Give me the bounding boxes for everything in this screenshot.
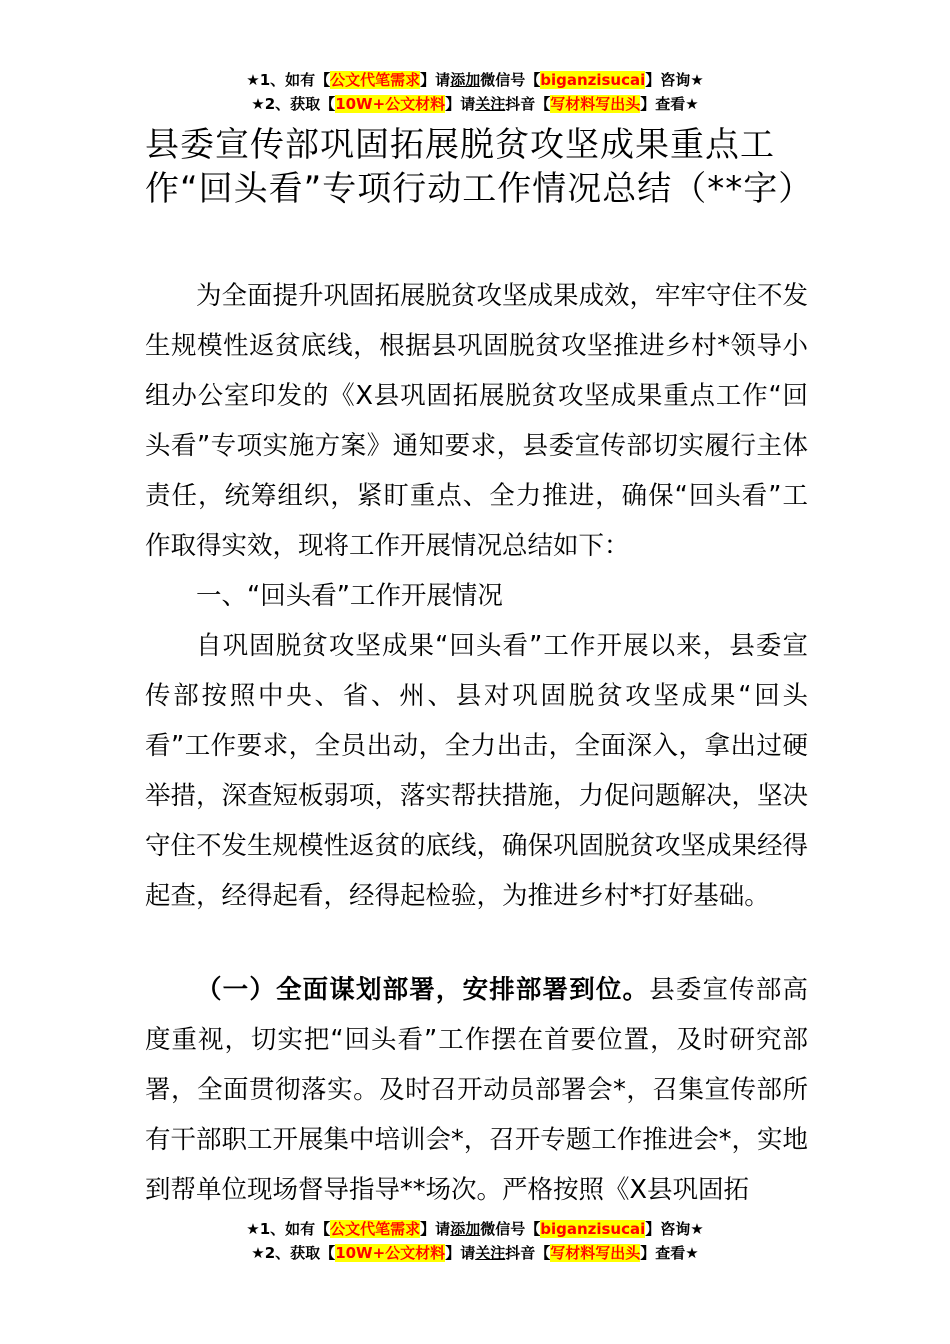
promo-underlined: 关注 — [475, 95, 506, 113]
promo-line-2-top — [0, 93, 950, 115]
section-paragraph: 自巩固脱贫攻坚成果“回头看”工作开展以来，县委宣传部按照中央、省、州、县对巩固脱贫攻坚成果“回头看”工作要求，全员出动，全力出击，全面深入，拿出过硬举措，深查短板弱项，落实帮扶措施，力促问题解决，坚决守住不发生规模性返贫的底线，确保巩固脱贫攻坚成果经得起查，经得起看，经得起检验，为推进乡村*打好基础。 — [145, 631, 809, 911]
promo-highlight: 写材料写出头 — [550, 95, 641, 113]
subsection-text: 县委宣传部高度重视，切实把“回头看”工作摆在首要位置，及时研究部署，全面贯彻落实。及时召开动员部署会*，召集宣传部所有干部职工开展集中培训会*，召开专题工作推进会*，实地到帮单位现场督导指导**场次。严格按照《X县巩固拓 — [145, 975, 809, 1205]
promo-line-2-bottom — [0, 1242, 950, 1264]
promo-text: 】请 — [420, 1220, 451, 1238]
promo-highlight: 10W+公文材料 — [335, 1244, 446, 1262]
promo-text: ★1、如有【 — [246, 71, 331, 89]
document-title: 县委宣传部巩固拓展脱贫攻坚成果重点工作“回头看”专项行动工作情况总结（**字） — [145, 125, 814, 209]
promo-highlight: biganzisucai — [540, 71, 646, 89]
intro-paragraph: 为全面提升巩固拓展脱贫攻坚成果成效，牢牢守住不发生规模性返贫底线，根据县巩固脱贫攻坚推进乡村*领导小组办公室印发的《X县巩固拓展脱贫攻坚成果重点工作“回头看”专项实施方案》通知要求，县委宣传部切实履行主体责任，统筹组织，紧盯重点、全力推进，确保“回头看”工作取得实效，现将工作开展情况总结如下： — [145, 281, 809, 561]
promo-highlight: 写材料写出头 — [550, 1244, 641, 1262]
promo-text: 抖音【 — [505, 95, 551, 113]
promo-underlined: 关注 — [475, 1244, 506, 1262]
subsection-paragraph — [145, 965, 808, 1215]
promo-text: ★1、如有【 — [246, 1220, 331, 1238]
subsection-heading: （一）全面谋划部署，安排部署到位。 — [196, 975, 650, 1005]
promo-underlined: 添加 — [450, 71, 481, 89]
promo-underlined: 添加 — [450, 1220, 481, 1238]
document-body — [145, 271, 808, 921]
promo-text: 】咨询★ — [645, 1220, 704, 1238]
promo-highlight: biganzisucai — [540, 1220, 646, 1238]
promo-line-1-bottom — [0, 1218, 950, 1240]
promo-text: 】查看★ — [640, 1244, 699, 1262]
promo-text: 微信号【 — [480, 1220, 541, 1238]
promo-text: ★2、获取【 — [251, 1244, 336, 1262]
promo-text: 抖音【 — [505, 1244, 551, 1262]
promo-text: 微信号【 — [480, 71, 541, 89]
promo-highlight: 公文代笔需求 — [330, 71, 421, 89]
promo-text: 】咨询★ — [645, 71, 704, 89]
promo-text: 】查看★ — [640, 95, 699, 113]
promo-line-1-top — [0, 69, 950, 91]
promo-text: 】请 — [420, 71, 451, 89]
promo-highlight: 公文代笔需求 — [330, 1220, 421, 1238]
subsection-block — [145, 965, 808, 1215]
promo-text: 】请 — [445, 1244, 476, 1262]
promo-highlight: 10W+公文材料 — [335, 95, 446, 113]
promo-text: ★2、获取【 — [251, 95, 336, 113]
promo-text: 】请 — [445, 95, 476, 113]
section-heading: 一、“回头看”工作开展情况 — [196, 581, 503, 611]
